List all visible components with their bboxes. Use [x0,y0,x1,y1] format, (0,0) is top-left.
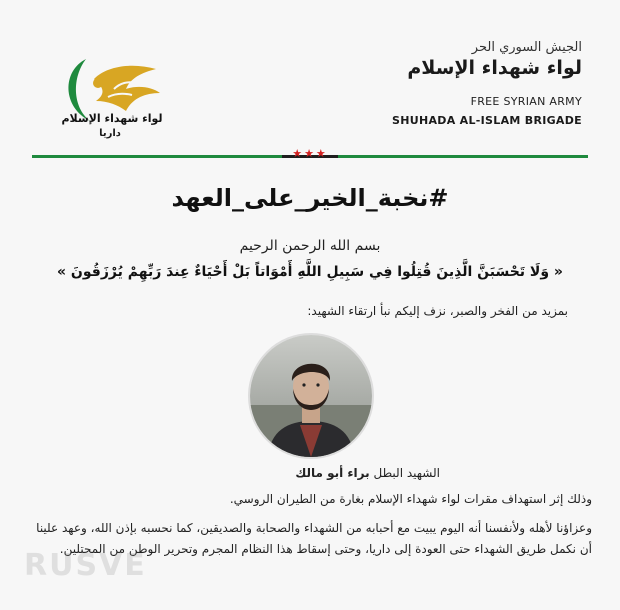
watermark: RUSVE [24,548,147,583]
caption-prefix: الشهيد البطل [373,466,440,480]
stars-icon: ★★★ [292,147,328,160]
header-en-line1: FREE SYRIAN ARMY [470,95,582,108]
martyr-caption [295,466,440,480]
intro-text: بمزيد من الفخر والصبر، نزف إليكم نبأ ارتقاء الشهيد: [307,304,568,318]
martyr-photo [248,333,374,459]
paragraph-2: وعزاؤنا لأهله ولأنفسنا أنه اليوم يبيت مع أحبابه من الشهداء والصحابة والصديقين، كما نحسبه بإذن الله، وعهد علينا أن نكمل طريق الشهداء حتى العودة إلى داريا، وحتى إسقاط هذا النظام المجرم وتحرير الوطن من المحتلين. [36,521,592,556]
logo-text: لواء شهداء الإسلام [61,112,163,125]
quran-verse: « وَلَا تَحْسَبَنَّ الَّذِينَ قُتِلُوا فِي سَبِيلِ اللَّهِ أَمْوَاتاً بَلْ أَحْيَاءٌ عِندَ رَبِّهِمْ يُرْزَقُونَ » [57,264,563,280]
header-ar-line1: الجيش السوري الحر [471,40,582,55]
basmala: بسم الله الرحمن الرحيم [239,238,381,254]
header-ar-line2: لواء شهداء الإسلام [407,57,582,79]
logo-subtext: داريا [99,128,121,139]
header-right [392,40,582,127]
header-en-line2: SHUHADA AL-ISLAM BRIGADE [392,114,582,127]
paragraph-1: وذلك إثر استهداف مقرات لواء شهداء الإسلام بغارة من الطيران الروسي. [229,492,592,506]
hashtag-title: #نخبة_الخير_على_العهد [171,184,449,212]
martyr-name: براء أبو مالك [295,466,370,480]
header-divider [32,147,588,162]
